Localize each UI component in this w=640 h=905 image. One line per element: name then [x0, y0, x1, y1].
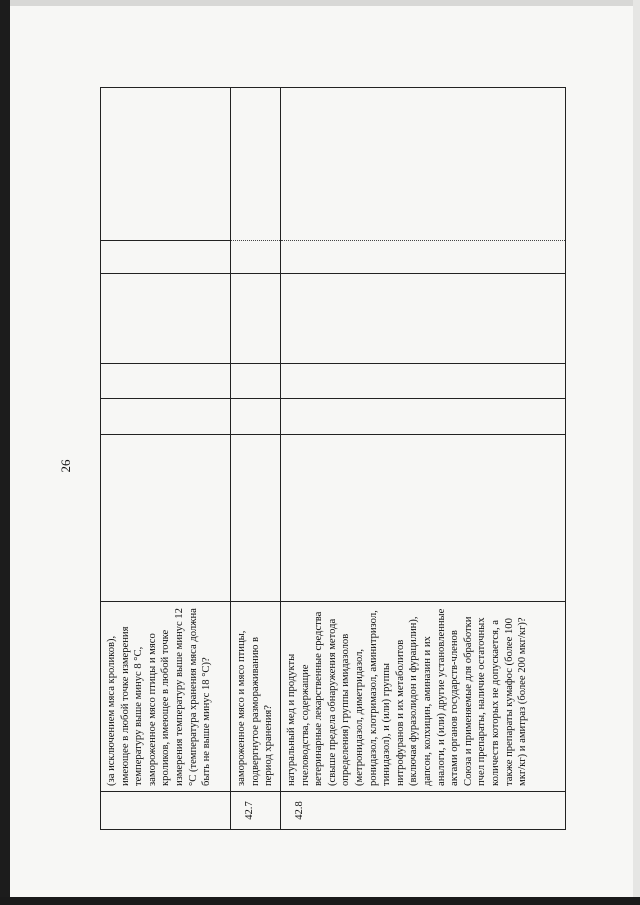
row-number — [101, 791, 230, 829]
requirements-ref-cell — [101, 240, 230, 273]
page-number: 26 — [58, 459, 73, 473]
question-text: (за исключением мяса кроликов), имеющее в любой точке измерения температуру выше минус 8 °С, замороженное мясо птицы и мясо кроликов, имеющее в любой точке измерения температуру выше минус 12 °С (температура хранения мяса должна быть не выше минус 18 °С)? — [101, 601, 230, 791]
answer-no-cell[interactable] — [231, 363, 280, 398]
checklist-table — [100, 87, 566, 830]
question-text: замороженное мясо и мясо птицы, подвергнутое размораживанию в период хранения? — [231, 601, 280, 791]
notes-cell[interactable] — [231, 88, 280, 240]
scan-edge-top — [0, 0, 640, 6]
not-applicable-cell[interactable] — [101, 273, 230, 363]
not-applicable-cell[interactable] — [281, 273, 565, 363]
answer-yes-cell[interactable] — [231, 398, 280, 434]
row-number: 42.7 — [231, 791, 280, 829]
requirements-ref-cell — [231, 240, 280, 273]
answer-yes-cell[interactable] — [101, 398, 230, 434]
table-row — [101, 88, 231, 829]
empty-cell — [101, 434, 230, 601]
scan-edge-right — [633, 0, 640, 897]
table-row — [231, 88, 281, 829]
row-number: 42.8 — [281, 791, 565, 829]
notes-cell[interactable] — [101, 88, 230, 240]
empty-cell — [281, 434, 565, 601]
answer-no-cell[interactable] — [281, 363, 565, 398]
not-applicable-cell[interactable] — [231, 273, 280, 363]
table-row — [281, 88, 565, 829]
requirements-ref-cell — [281, 240, 565, 273]
scan-edge-left — [0, 0, 10, 897]
answer-yes-cell[interactable] — [281, 398, 565, 434]
checklist-table-wrapper — [100, 87, 566, 830]
scan-edge-bottom — [0, 897, 640, 905]
notes-cell[interactable] — [281, 88, 565, 240]
question-text: натуральный мед и продукты пчеловодства, содержащие ветеринарные лекарственные средства (свыше предела обнаружения метода определения) группы имидазолов (метронидазол, диметридазол, ронидазол, клотримазол, аминитризол, тинидазол), и (или) группы нитрофуранов и их метаболитов (включая фуразолидон и фурацилин), дапсон, колхицин, аминазин и их аналоги, и (или) другие установленные актами органов государств-членов Союза и применяемые для обработки пчел препараты, наличие остаточных количеств которых не допускается, а также препараты кумафос (более 100 мкг/кг) и амитраз (более 200 мкг/кг)? — [281, 601, 565, 791]
empty-cell — [231, 434, 280, 601]
answer-no-cell[interactable] — [101, 363, 230, 398]
